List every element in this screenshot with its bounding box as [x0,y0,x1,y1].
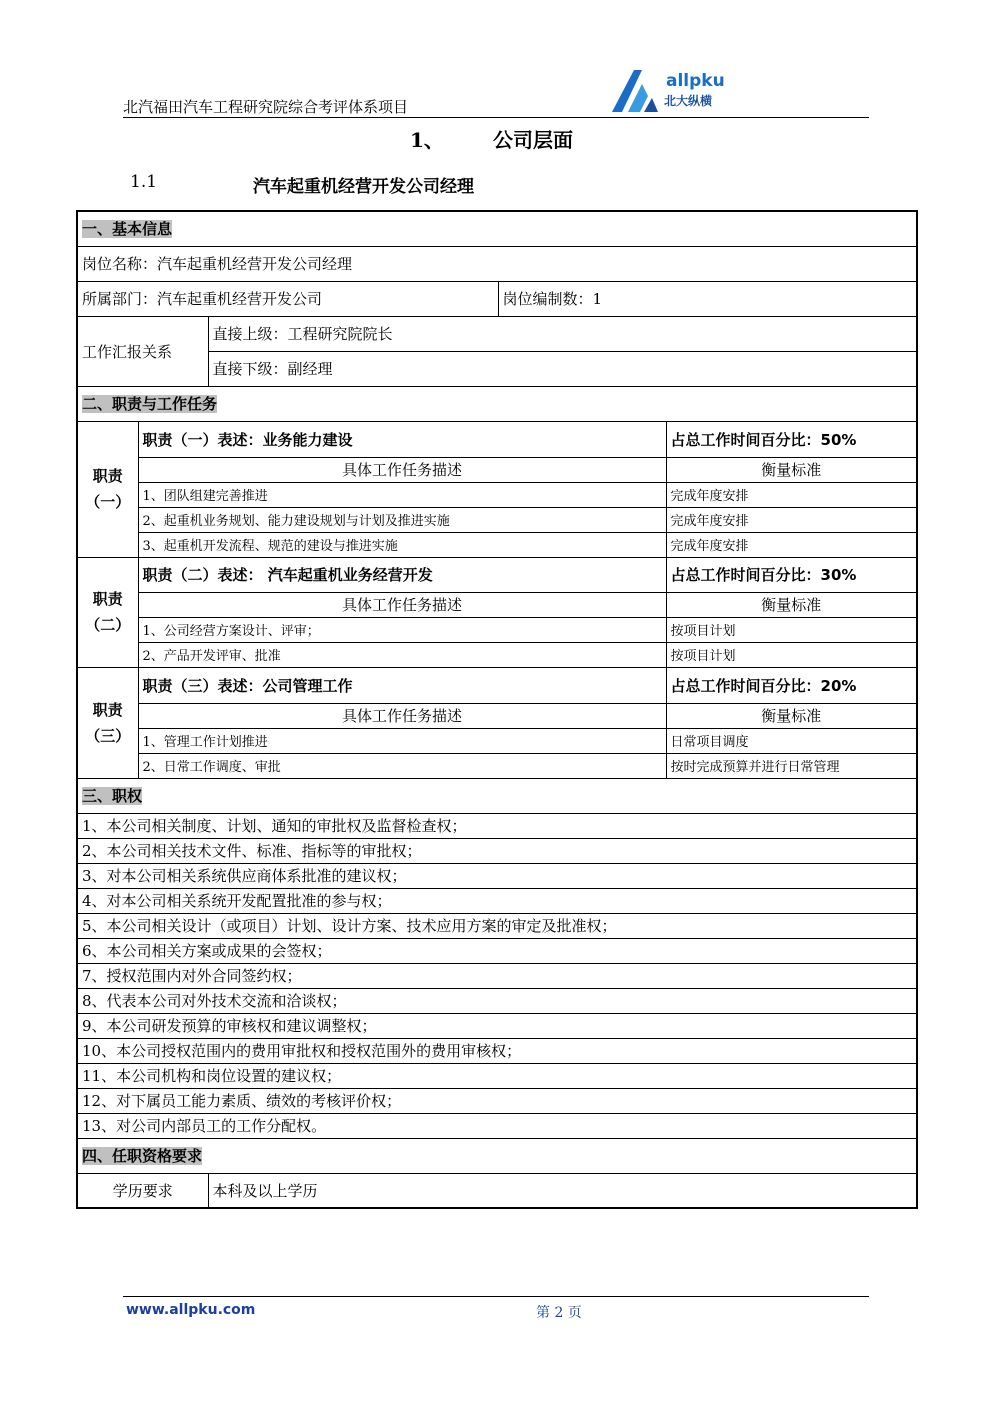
list-item [77,1013,917,1038]
task-header: 具体工作任务描述 [138,703,666,728]
logo-mark-icon [608,68,664,114]
report-relation-label: 工作汇报关系 [77,316,208,386]
task-desc: 1、团队组建完善推进 [138,482,666,507]
duty-1-statement: 职责（一）表述：业务能力建设 [138,421,666,457]
education-value: 本科及以上学历 [208,1173,917,1208]
section-title: 四、任职资格要求 [82,1147,203,1165]
company-logo [608,68,728,114]
footer-url-link[interactable]: www.allpku.com [126,1302,256,1318]
task-header: 具体工作任务描述 [138,457,666,482]
section-duties [77,386,917,421]
section-basic-info [77,211,917,246]
logo-text: allpku [666,71,725,91]
authority-item: 4、对本公司相关系统开发配置批准的参与权； [77,888,917,913]
section-qualification [77,1138,917,1173]
list-item [77,1038,917,1063]
heading-1-number: 1、 [410,128,444,152]
logo-subtext: 北大纵横 [664,94,713,108]
table-row [77,532,917,557]
duty-2-header-row [77,592,917,617]
headcount: 岗位编制数：1 [498,281,917,316]
list-item [77,938,917,963]
task-measure: 完成年度安排 [666,482,917,507]
task-measure: 完成年度安排 [666,507,917,532]
duty-1-percent: 占总工作时间百分比：50% [666,421,917,457]
authority-item: 13、对公司内部员工的工作分配权。 [77,1113,917,1138]
list-item [77,838,917,863]
authority-item: 8、代表本公司对外技术交流和洽谈权； [77,988,917,1013]
section-title: 二、职责与工作任务 [82,395,218,413]
list-item [77,888,917,913]
duty-3-statement: 职责（三）表述：公司管理工作 [138,667,666,703]
task-desc: 3、起重机开发流程、规范的建设与推进实施 [138,532,666,557]
duty-1-label: 职责 （一） [77,421,138,557]
list-item [77,988,917,1013]
list-item [77,1088,917,1113]
authority-item: 6、本公司相关方案或成果的会签权； [77,938,917,963]
header-divider [123,117,869,118]
heading-2-title: 汽车起重机经营开发公司经理 [253,177,474,197]
duty-2-label: 职责 （二） [77,557,138,667]
department: 所属部门：汽车起重机经营开发公司 [77,281,498,316]
position-name: 岗位名称：汽车起重机经营开发公司经理 [77,246,917,281]
footer-divider [123,1296,869,1297]
duty-3-statement-row [77,667,917,703]
row-superior [77,316,917,351]
list-item [77,863,917,888]
list-item [77,913,917,938]
task-header: 具体工作任务描述 [138,592,666,617]
authority-item: 7、授权范围内对外合同签约权； [77,963,917,988]
duty-1-header-row [77,457,917,482]
section-title: 一、基本信息 [82,220,173,239]
table-row [77,642,917,667]
table-row [77,482,917,507]
row-education [77,1173,917,1208]
direct-superior: 直接上级：工程研究院院长 [208,316,917,351]
education-label: 学历要求 [77,1173,208,1208]
measure-header: 衡量标准 [666,703,917,728]
authority-item: 9、本公司研发预算的审核权和建议调整权； [77,1013,917,1038]
authority-item: 2、本公司相关技术文件、标准、指标等的审批权； [77,838,917,863]
task-measure: 按项目计划 [666,642,917,667]
authority-item: 1、本公司相关制度、计划、通知的审批权及监督检查权； [77,813,917,838]
section-authority [77,778,917,813]
section-title: 三、职权 [82,787,143,805]
authority-item: 12、对下属员工能力素质、绩效的考核评价权； [77,1088,917,1113]
heading-2-number: 1.1 [130,172,158,192]
task-desc: 2、产品开发评审、批准 [138,642,666,667]
measure-header: 衡量标准 [666,457,917,482]
list-item [77,963,917,988]
duty-2-percent: 占总工作时间百分比：30% [666,557,917,592]
task-desc: 1、管理工作计划推进 [138,728,666,753]
list-item [77,1063,917,1088]
direct-subordinate: 直接下级：副经理 [208,351,917,386]
duty-3-header-row [77,703,917,728]
table-row [77,753,917,778]
row-department [77,281,917,316]
table-row [77,728,917,753]
task-measure: 按项目计划 [666,617,917,642]
authority-item: 10、本公司授权范围内的费用审批权和授权范围外的费用审核权； [77,1038,917,1063]
list-item [77,813,917,838]
page-number: 第 2 页 [536,1305,582,1321]
measure-header: 衡量标准 [666,592,917,617]
authority-item: 5、本公司相关设计（或项目）计划、设计方案、技术应用方案的审定及批准权； [77,913,917,938]
duty-2-statement: 职责（二）表述： 汽车起重机业务经营开发 [138,557,666,592]
task-measure: 完成年度安排 [666,532,917,557]
task-measure: 日常项目调度 [666,728,917,753]
heading-1-title: 公司层面 [493,128,573,152]
authority-item: 3、对本公司相关系统供应商体系批准的建议权； [77,863,917,888]
row-position-name [77,246,917,281]
table-row [77,507,917,532]
task-desc: 2、起重机业务规划、能力建设规划与计划及推进实施 [138,507,666,532]
duty-3-label: 职责 （三） [77,667,138,778]
position-description-table [76,210,918,1209]
duty-3-percent: 占总工作时间百分比：20% [666,667,917,703]
table-row [77,617,917,642]
task-desc: 1、公司经营方案设计、评审； [138,617,666,642]
duty-1-statement-row [77,421,917,457]
authority-item: 11、本公司机构和岗位设置的建议权； [77,1063,917,1088]
task-measure: 按时完成预算并进行日常管理 [666,753,917,778]
duty-2-statement-row [77,557,917,592]
list-item [77,1113,917,1138]
task-desc: 2、日常工作调度、审批 [138,753,666,778]
document-header-title: 北汽福田汽车工程研究院综合考评体系项目 [123,98,409,116]
